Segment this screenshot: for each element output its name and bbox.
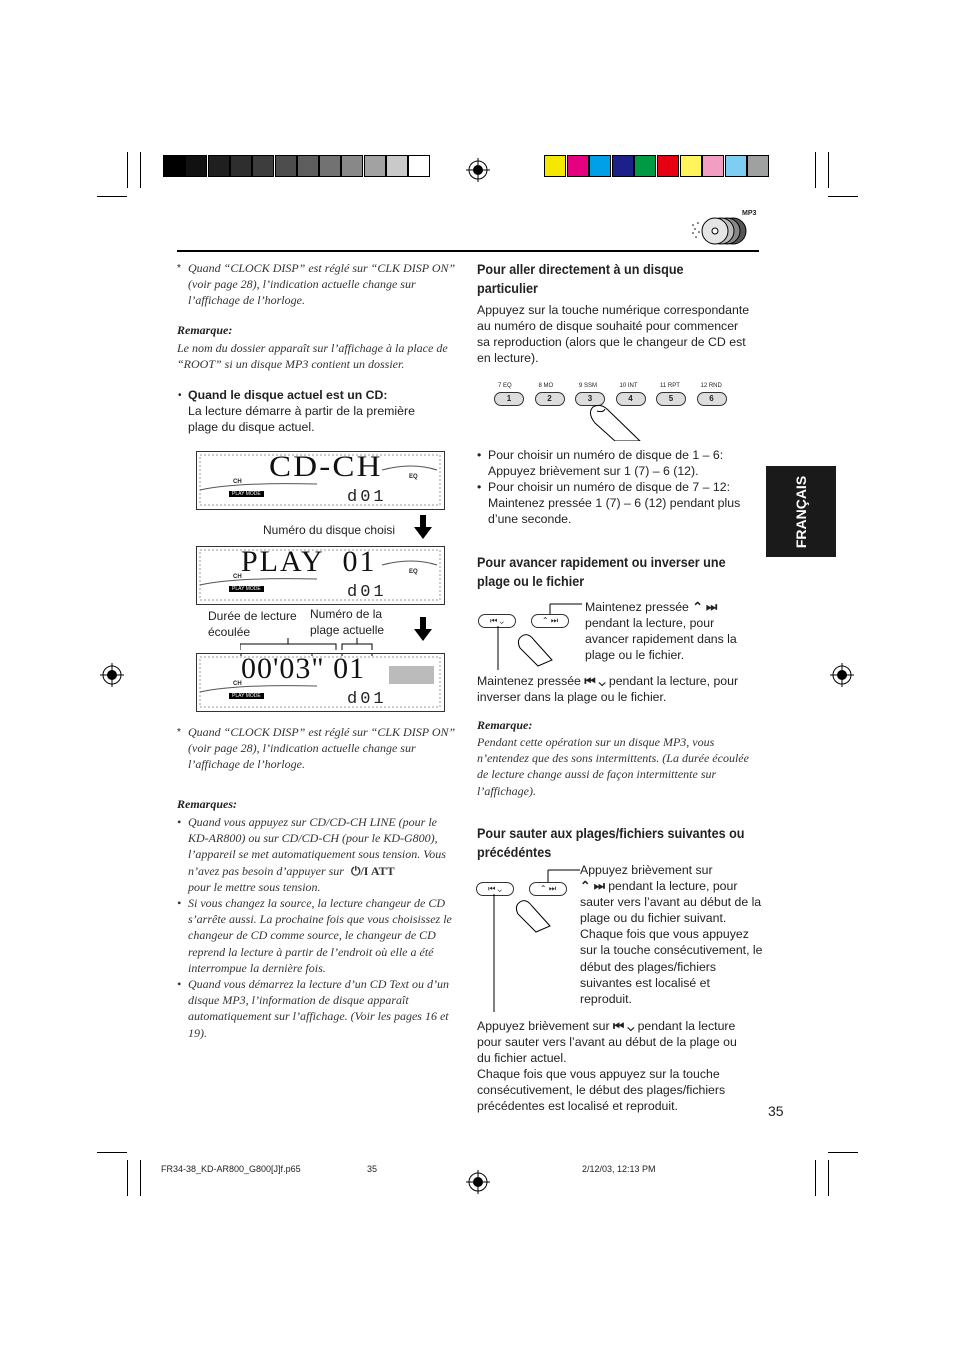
color-swatch	[567, 155, 589, 177]
prev-more: Chaque fois que vous appuyez sur la touche consécutivement, le début des plages/fichiers précédentes est localisé et reproduit.	[477, 1067, 726, 1114]
lcd3-sub-text: d01	[347, 690, 387, 709]
grey-swatch	[386, 155, 408, 177]
disc-bullet-1: • Pour choisir un numéro de disque de 1 – 6: Appuyez brièvement sur 1 (7) – 6 (12).	[477, 448, 724, 479]
top-rule	[177, 250, 759, 252]
disc-bullet-1-text: Pour choisir un numéro de disque de 1 – 6: Appuyez brièvement sur 1 (7) – 6 (12).	[488, 448, 724, 479]
lcd2-playmode: PLAY MODE	[229, 586, 264, 592]
registration-mark-top	[466, 158, 490, 182]
page-number: 35	[768, 1103, 784, 1119]
lcd3-main-text: 00'03" 01	[241, 652, 366, 685]
lcd2-main-text: PLAY 01	[241, 545, 377, 578]
lcd3-ch: CH	[233, 681, 242, 687]
color-swatch	[634, 155, 656, 177]
prev-instruction	[477, 1018, 747, 1115]
rew-pre: Maintenez pressée	[477, 674, 581, 688]
grey-swatch	[252, 155, 274, 177]
pressing-finger-icon	[585, 401, 645, 441]
grey-swatch	[408, 155, 430, 177]
number-keys-diagram	[490, 383, 760, 443]
caption-elapsed-time: Durée de lecture écoulée	[208, 609, 297, 639]
color-swatch	[725, 155, 747, 177]
grey-swatch	[297, 155, 319, 177]
color-swatch	[544, 155, 566, 177]
remarques-label: Remarques:	[177, 797, 237, 811]
color-swatch	[612, 155, 634, 177]
rew-post: pendant la lecture, pour inverser dans la plage ou le fichier.	[477, 674, 739, 705]
lcd-display-cdch	[196, 451, 445, 510]
lcd1-main-text: CD-CH	[269, 450, 383, 483]
note1-star: *	[177, 263, 181, 274]
number-key-label: 8 MO	[538, 383, 554, 389]
number-key-label: 12 RND	[700, 383, 722, 389]
remarque-item-3: • Quand vous démarrez la lecture d’un CD Text ou d’un disque MP3, l’information de disque apparaît automatiquement sur l’affichage. (Voir les pages 16 et 19).	[177, 977, 449, 1040]
remarque-item-1: • Quand vous appuyez sur CD/CD-CH LINE (pour le KD-AR800) ou sur CD/CD-CH (pour le KD-G800), l’appareil se met automatiquement sous tension. Vous n’avez pas besoin d’appuyer sur ⏻/I ATT pour le mettre sous tension.	[177, 814, 459, 895]
remarques-list	[177, 814, 459, 1041]
footer-date: 2/12/03, 12:13 PM	[582, 1164, 656, 1174]
color-swatch	[702, 155, 724, 177]
lcd1-sub-text: d01	[347, 488, 387, 507]
right-remarque-label: Remarque:	[477, 718, 533, 732]
number-key: 6	[697, 392, 727, 406]
next-post: pendant la lecture, pour sauter vers l’avant au début de la plage ou du fichier suivant. Chaque fois que vous appuyez sur la touche consécutivement, le début des plages/fichiers suivantes est localisé et reproduit.	[580, 879, 763, 1006]
finger-leader-icon	[478, 600, 588, 670]
lcd-display-play	[196, 546, 445, 605]
grey-swatch	[275, 155, 297, 177]
color-swatch	[589, 155, 611, 177]
down-arrow-icon	[414, 515, 432, 539]
next-pre: Appuyez brièvement sur	[580, 863, 713, 877]
left-remarque-label: Remarque:	[177, 323, 233, 337]
right-remarque-text: Pendant cette opération sur un disque MP3, vous n’entendez que des sons intermittents. (La durée écoulée de lecture change aussi de façon intermittente sur l’affichage).	[477, 735, 749, 798]
skip-next-button: ⌃ ⏭	[529, 882, 567, 896]
lcd1-eq: EQ	[409, 474, 418, 480]
rew-instruction	[477, 673, 762, 705]
caption-track-number: Numéro de la plage actuelle	[310, 607, 385, 637]
remarque-item-2-text: Si vous changez la source, la lecture changeur de CD s’arrête aussi. La prochaine fois que vous choisissez le changeur de CD comme source, le changeur de CD reprend la lecture à partir de l’endroit où elle a été interrompue la dernière fois.	[188, 896, 452, 975]
finger-leader-icon	[476, 862, 586, 1017]
up-forward-icon: ⌃ ⏭	[692, 600, 718, 614]
skip-back-button: ⏮ ⌄	[476, 882, 514, 896]
language-tab	[766, 466, 836, 557]
cd-bullet-text: La lecture démarre à partir de la première plage du disque actuel.	[188, 404, 415, 435]
lcd1-ch: CH	[233, 479, 242, 485]
rewind-down-button: ⏮ ⌄	[478, 614, 516, 628]
disc-bullet-list	[477, 447, 762, 527]
rew-down-icon: ⏮ ⌄	[584, 674, 606, 688]
color-swatch	[657, 155, 679, 177]
grey-swatch	[319, 155, 341, 177]
up-next-icon: ⌃ ⏭	[580, 879, 605, 894]
note2-star: *	[177, 727, 181, 738]
number-key-label: 10 INT	[619, 383, 638, 389]
power-att-icon: ⏻/I ATT	[350, 863, 395, 878]
caption-leader-lines	[240, 638, 390, 658]
caption-disc-number: Numéro du disque choisi	[263, 523, 396, 537]
prev-pre: Appuyez brièvement sur	[477, 1019, 610, 1033]
lcd3-playmode: PLAY MODE	[229, 693, 264, 699]
registration-mark-bottom	[466, 1170, 490, 1194]
color-swatch	[747, 155, 769, 177]
down-arrow-icon	[414, 617, 432, 641]
ff-post: pendant la lecture, pour avancer rapidement dans la plage ou le fichier.	[585, 616, 737, 663]
prev-down-icon: ⏮ ⌄	[613, 1019, 635, 1033]
next-instruction	[580, 862, 765, 1007]
lcd2-ch: CH	[233, 574, 242, 580]
bullet-dot: •	[178, 390, 182, 401]
number-key: 3	[575, 392, 605, 406]
disc-bullet-2: • Pour choisir un numéro de disque de 7 – 12: Maintenez pressée 1 (7) – 6 (12) pendant plus d’une seconde.	[477, 480, 741, 527]
grey-swatch	[341, 155, 363, 177]
left-remarque-text: Le nom du dossier apparaît sur l’affichage à la place de “ROOT” si un disque MP3 contient un dossier.	[177, 341, 448, 372]
mp3-badge: MP3	[742, 210, 757, 217]
registration-mark-right	[830, 663, 854, 687]
language-tab-label: FRANÇAIS	[793, 475, 809, 548]
note1-text: Quand “CLOCK DISP” est réglé sur “CLK DISP ON” (voir page 28), l’indication actuelle change sur l’affichage de l’horloge.	[188, 261, 456, 308]
lcd-display-elapsed	[196, 653, 445, 712]
direct-disc-text: Appuyez sur la touche numérique correspondante au numéro de disque souhaité pour commencer sa reproduction (alors que le changeur de CD est en lecture).	[477, 303, 750, 366]
lcd2-sub-text: d01	[347, 583, 387, 602]
cd-bullet-title: Quand le disque actuel est un CD:	[188, 388, 388, 402]
registration-mark-left	[100, 663, 124, 687]
number-key-label: 7 EQ	[498, 383, 512, 389]
footer-file: FR34-38_KD-AR800_G800[J]f.p65	[161, 1164, 301, 1174]
remarque-item-1-text: Quand vous appuyez sur CD/CD-CH LINE (pour le KD-AR800) ou sur CD/CD-CH (pour le KD-G800), l’appareil se met automatiquement sous tension. Vous n’avez pas besoin d’appuyer sur	[188, 815, 446, 878]
ff-instruction	[585, 599, 755, 663]
att-label: ATT	[370, 863, 395, 878]
disc-bullet-2-text: Pour choisir un numéro de disque de 7 – 12: Maintenez pressée 1 (7) – 6 (12) pendant plus d’une seconde.	[488, 480, 741, 527]
number-key-label: 11 RPT	[660, 383, 680, 389]
number-key: 5	[656, 392, 686, 406]
grey-swatch	[163, 155, 185, 177]
remarque-item-2: • Si vous changez la source, la lecture changeur de CD s’arrête aussi. La prochaine fois que vous choisissez le changeur de CD comme source, le changeur de CD reprend la lecture à partir de l’endroit où elle a été interrompue la dernière fois.	[177, 896, 452, 975]
remarque-item-3-text: Quand vous démarrez la lecture d’un CD Text ou d’un disque MP3, l’information de disque apparaît automatiquement sur l’affichage. (Voir les pages 16 et 19).	[188, 977, 449, 1040]
forward-up-button: ⌃ ⏭	[531, 614, 569, 628]
number-key: 1	[494, 392, 524, 406]
lcd2-eq: EQ	[409, 569, 418, 575]
skip-diagram	[476, 862, 586, 1017]
number-key: 4	[616, 392, 646, 406]
color-swatch	[680, 155, 702, 177]
remarque-item-1-tail: pour le mettre sous tension.	[188, 879, 321, 894]
footer-page: 35	[367, 1164, 378, 1174]
prev-post: pendant la lecture pour sauter vers l’avant au début de la plage ou du fichier actuel.	[477, 1019, 737, 1066]
note2-text: Quand “CLOCK DISP” est réglé sur “CLK DISP ON” (voir page 28), l’indication actuelle change sur l’affichage de l’horloge.	[188, 725, 456, 772]
heading-fast-forward: Pour avancer rapidement ou inverser une plage ou le fichier	[477, 554, 726, 589]
heading-direct-disc: Pour aller directement à un disque particulier	[477, 261, 684, 296]
number-key: 2	[535, 392, 565, 406]
ff-pre: Maintenez pressée	[585, 600, 689, 614]
ff-rewind-diagram	[478, 600, 588, 670]
number-key-label: 9 SSM	[579, 383, 598, 389]
grey-swatch	[185, 155, 207, 177]
grey-swatch	[208, 155, 230, 177]
heading-skip: Pour sauter aux plages/fichiers suivantes ou précédéntes	[477, 825, 745, 860]
grey-swatch	[230, 155, 252, 177]
grey-swatch	[364, 155, 386, 177]
lcd1-playmode: PLAY MODE	[229, 491, 264, 497]
